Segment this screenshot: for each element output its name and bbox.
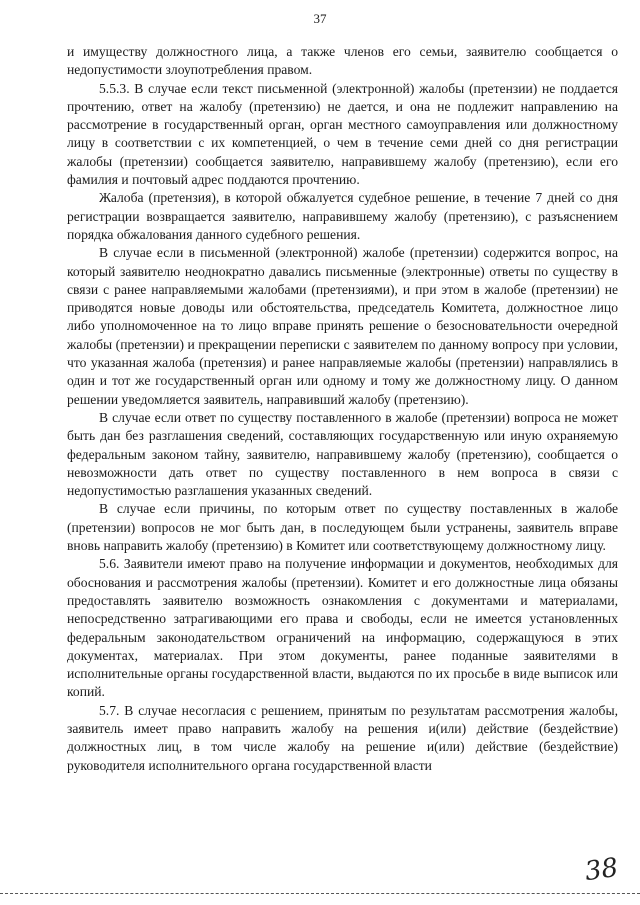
handwritten-page-number: 38 <box>583 852 621 888</box>
scan-edge-line <box>0 893 640 894</box>
paragraph-5-5-3: 5.5.3. В случае если текст письменной (электронной) жалобы (претензии) не поддается прочтению, ответ на жалобу (претензию) не дается, и она не подлежит направлению на рассмотрение в государственный орган, орган местного самоуправления или должностному лицу в соответствии с их компетенцией, о чем в течение семи дней со дня регистрации жалобы (претензии) сообщается заявителю, направившему жалобу (претензию), если его фамилия и почтовый адрес поддаются прочтению. <box>67 80 618 188</box>
paragraph-state-secret: В случае если ответ по существу поставленного в жалобе (претензии) вопроса не может быть дан без разглашения сведений, составляющих государственную или иную охраняемую федеральным законом тайну, заявителю, направившему жалобу (претензию), сообщается о невозможности дать ответ по существу поставленного в нем вопроса в связи с недопустимостью разглашения указанных сведений. <box>67 409 618 499</box>
paragraph-5-7: 5.7. В случае несогласия с решением, принятым по результатам рассмотрения жалобы, заявитель имеет право направить жалобу на решения и(или) действие (бездействие) должностных лиц, в том числе жалобу на решение и(или) действие (бездействие) руководителя исполнительного органа государственной власти <box>67 702 618 773</box>
paragraph-continuation: и имуществу должностного лица, а также членов его семьи, заявителю сообщается о недопустимости злоупотребления правом. <box>67 44 618 78</box>
page-number: 37 <box>313 11 327 26</box>
paragraph-repeated-complaint: В случае если в письменной (электронной) жалобе (претензии) содержится вопрос, на который заявителю неоднократно давались письменные (электронные) ответы по существу в связи с ранее направляемыми жалобами (претензиями), и при этом в жалобе (претензии) не приводятся новые доводы или обстоятельства, председатель Комитета, должностное лицо либо уполномоченное на то лицо вправе принять решение о безосновательности очередной жалобы (претензии) и прекращении переписки с заявителем по данному вопросу при условии, что указанная жалоба (претензия) и ранее направляемые жалобы (претензии) направлялись в один и тот же государственный орган или одному и тому же должностному лицу. О данном решении уведомляется заявитель, направивший жалобу (претензию). <box>67 245 618 407</box>
paragraph-court-decision: Жалоба (претензия), в которой обжалуется судебное решение, в течение 7 дней со дня регистрации возвращается заявителю, направившему жалобу (претензию), с разъяснением порядка обжалования данного судебного решения. <box>67 190 618 242</box>
paragraph-5-6: 5.6. Заявители имеют право на получение информации и документов, необходимых для обоснования и рассмотрения жалобы (претензии). Комитет и его должностные лица обязаны предоставлять заявителю возможность ознакомления с документами и материалами, непосредственно затрагивающими его права и свободы, если не имеется установленных федеральным законодательством ограничений на информацию, содержащуюся в этих документах, материалах. При этом документы, ранее поданные заявителями в исполнительные органы государственной власти, выдаются по их просьбе в виде выписок или копий. <box>67 556 618 700</box>
paragraph-reasons-eliminated: В случае если причины, по которым ответ по существу поставленных в жалобе (претензии) вопросов не мог быть дан, в последующем были устранены, заявитель вправе вновь направить жалобу (претензию) в Комитет или соответствующему должностному лицу. <box>67 501 618 554</box>
document-body <box>67 43 618 775</box>
